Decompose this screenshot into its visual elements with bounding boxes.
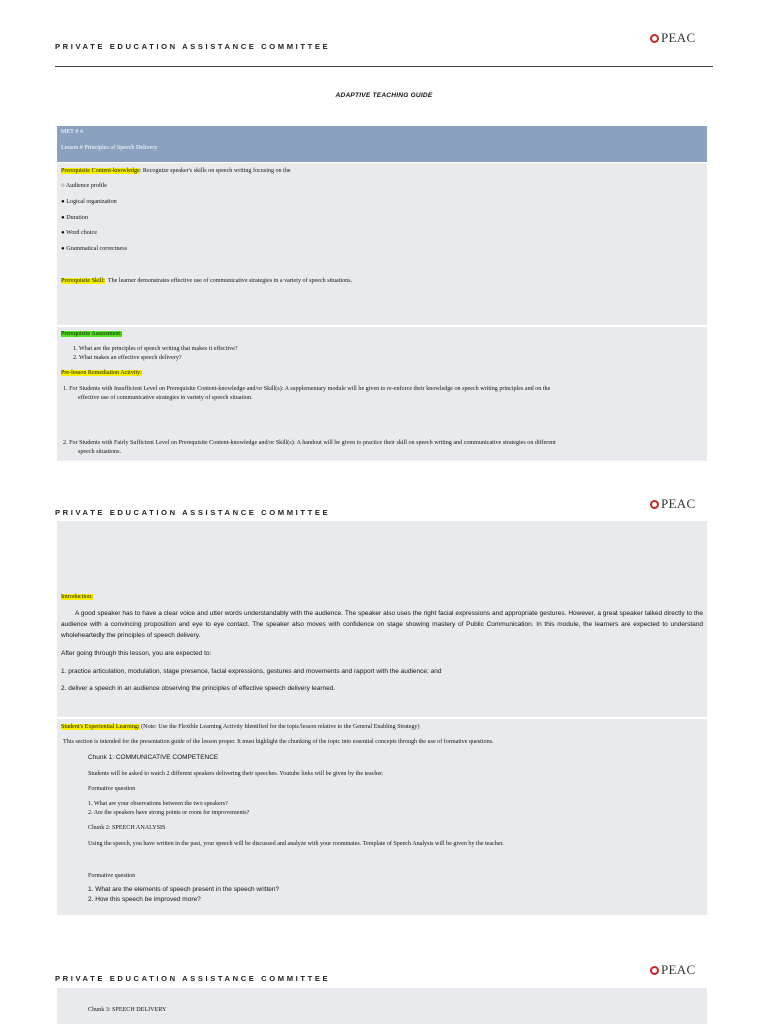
assessment-item: 2. What makes an effective speech delivery? bbox=[73, 355, 182, 361]
remediation-item-2: 2. For Students with Fairly Sufficient Level on Prerequisite Content-knowledge and/or Skill(s): A handout will be given to practice their skill on speech writing and communicative strategies on different bbox=[63, 440, 556, 446]
logo-text: PEAC bbox=[661, 962, 696, 977]
chunk-3-section bbox=[57, 988, 707, 1024]
prereq-content-line bbox=[61, 167, 291, 175]
prereq-item: ● Word choice bbox=[61, 230, 97, 236]
introduction-section bbox=[57, 521, 707, 717]
objective-2: 2. deliver a speech in an audience observing the principles of effective speech delivery learned. bbox=[61, 685, 336, 692]
met-header-bar bbox=[57, 126, 707, 162]
header-rule bbox=[55, 66, 713, 67]
prereq-content-label: Prerequisite Content-knowledge bbox=[61, 168, 140, 174]
remediation-item-1-cont: effective use of communicative strategies in variety of speech situation. bbox=[78, 395, 253, 401]
assessment-line bbox=[61, 330, 122, 338]
met-label: MET # 4 bbox=[61, 129, 83, 135]
introduction-paragraph: A good speaker has to have a clear voice and utter words understandably with the audience. The speaker also uses the right facial expressions and appropriate gestures. However, a great speaker talked directly to the audience with a convincing proposition and eye to eye contact. The speaker also moves with confidence on stage showing mastery of Public Communication. In this module, the learners are expected to understand wholeheartedly the principles of speech delivery. bbox=[61, 610, 703, 639]
peac-logo-icon bbox=[650, 34, 659, 43]
experiential-intro: This section is intended for the presentation guide of the lesson proper. It must highlight the chunking of the topic into essential concepts through the use of formative questions. bbox=[63, 739, 494, 745]
chunk-1-text: Students will be asked to watch 2 different speakers delivering their speeches. Youtube links will be given by the teacher. bbox=[88, 771, 384, 777]
formative-item: 1. What are your observations between the two speakers? bbox=[88, 801, 228, 807]
experiential-section bbox=[57, 719, 707, 915]
prereq-item: ● Grammatical correctness bbox=[61, 246, 127, 252]
introduction-line bbox=[61, 593, 93, 601]
formative-item: 1. What are the elements of speech present in the speech written? bbox=[88, 886, 280, 893]
prereq-item: ● Logical organization bbox=[61, 199, 117, 205]
introduction-after: After going through this lesson, you are expected to: bbox=[61, 650, 212, 657]
logo-text: PEAC bbox=[661, 496, 696, 511]
objective-1: 1. practice articulation, modulation, stage presence, facial expressions, gestures and movements and rapport with the audience; and bbox=[61, 668, 442, 675]
org-name: PRIVATE EDUCATION ASSISTANCE COMMITTEE bbox=[55, 42, 331, 51]
peac-logo-icon bbox=[650, 966, 659, 975]
chunk-2-text: Using the speech, you have written in the past, your speech will be discussed and analyze with your roommates. Template of Speech Analysis will be given by the teacher. bbox=[88, 841, 504, 847]
remediation-line bbox=[61, 369, 142, 377]
formative-question-label: Formative question bbox=[88, 786, 136, 792]
prereq-item: ● Duration bbox=[61, 215, 88, 221]
formative-question-label: Formative question bbox=[88, 873, 136, 879]
peac-logo bbox=[650, 30, 695, 46]
experiential-line bbox=[61, 723, 420, 731]
introduction-label: Introduction: bbox=[61, 594, 93, 600]
org-name: PRIVATE EDUCATION ASSISTANCE COMMITTEE bbox=[55, 508, 331, 517]
formative-item: 2. How this speech be improved more? bbox=[88, 896, 201, 903]
prerequisite-section bbox=[57, 163, 707, 325]
prereq-skill-label: Prerequisite Skill: bbox=[61, 278, 105, 284]
assessment-item: 1. What are the principles of speech writing that makes it effective? bbox=[73, 346, 238, 352]
experiential-note: (Note: Use the Flexible Learning Activity Identified for the topic/lesson relative to the General Enabling Strategy) bbox=[139, 724, 420, 730]
remediation-item-2-cont: speech situations. bbox=[78, 449, 121, 455]
lesson-title: Lesson # Principles of Speech Delivery bbox=[61, 145, 158, 151]
logo-text: PEAC bbox=[661, 30, 696, 45]
org-name: PRIVATE EDUCATION ASSISTANCE COMMITTEE bbox=[55, 974, 331, 983]
page-title: ADAPTIVE TEACHING GUIDE bbox=[335, 92, 433, 99]
chunk-3-title: Chunk 3: SPEECH DELIVERY bbox=[88, 1007, 167, 1013]
prereq-skill-text: The learner demonstrates effective use of communicative strategies in a variety of speech situations. bbox=[107, 278, 353, 284]
assessment-label: Prerequisite Assessment: bbox=[61, 331, 122, 337]
formative-item: 2. Are the speakers have strong points or room for improvements? bbox=[88, 810, 250, 816]
peac-logo bbox=[650, 496, 695, 512]
remediation-label: Pre-lesson Remediation Activity: bbox=[61, 370, 142, 376]
chunk-2-title: Chunk 2: SPEECH ANALYSIS bbox=[88, 825, 166, 831]
experiential-label: Student's Experiential Learning: bbox=[61, 724, 140, 730]
remediation-item-1: 1. For Students with Insufficient Level on Prerequisite Content-knowledge and/or Skill(s): A supplementary module will be given to re-enforce their knowledge on speech writing principles and on the bbox=[63, 386, 551, 392]
assessment-section bbox=[57, 327, 707, 461]
peac-logo-icon bbox=[650, 500, 659, 509]
chunk-1-title: Chunk 1: COMMUNICATIVE COMPETENCE bbox=[88, 754, 219, 761]
peac-logo bbox=[650, 962, 695, 978]
page-header bbox=[0, 30, 768, 70]
prereq-content-text: : Recognize speaker's skills on speech writing focusing on the bbox=[139, 168, 291, 174]
prereq-skill-line bbox=[61, 277, 352, 285]
prereq-item: ○ Audience profile bbox=[61, 183, 107, 189]
